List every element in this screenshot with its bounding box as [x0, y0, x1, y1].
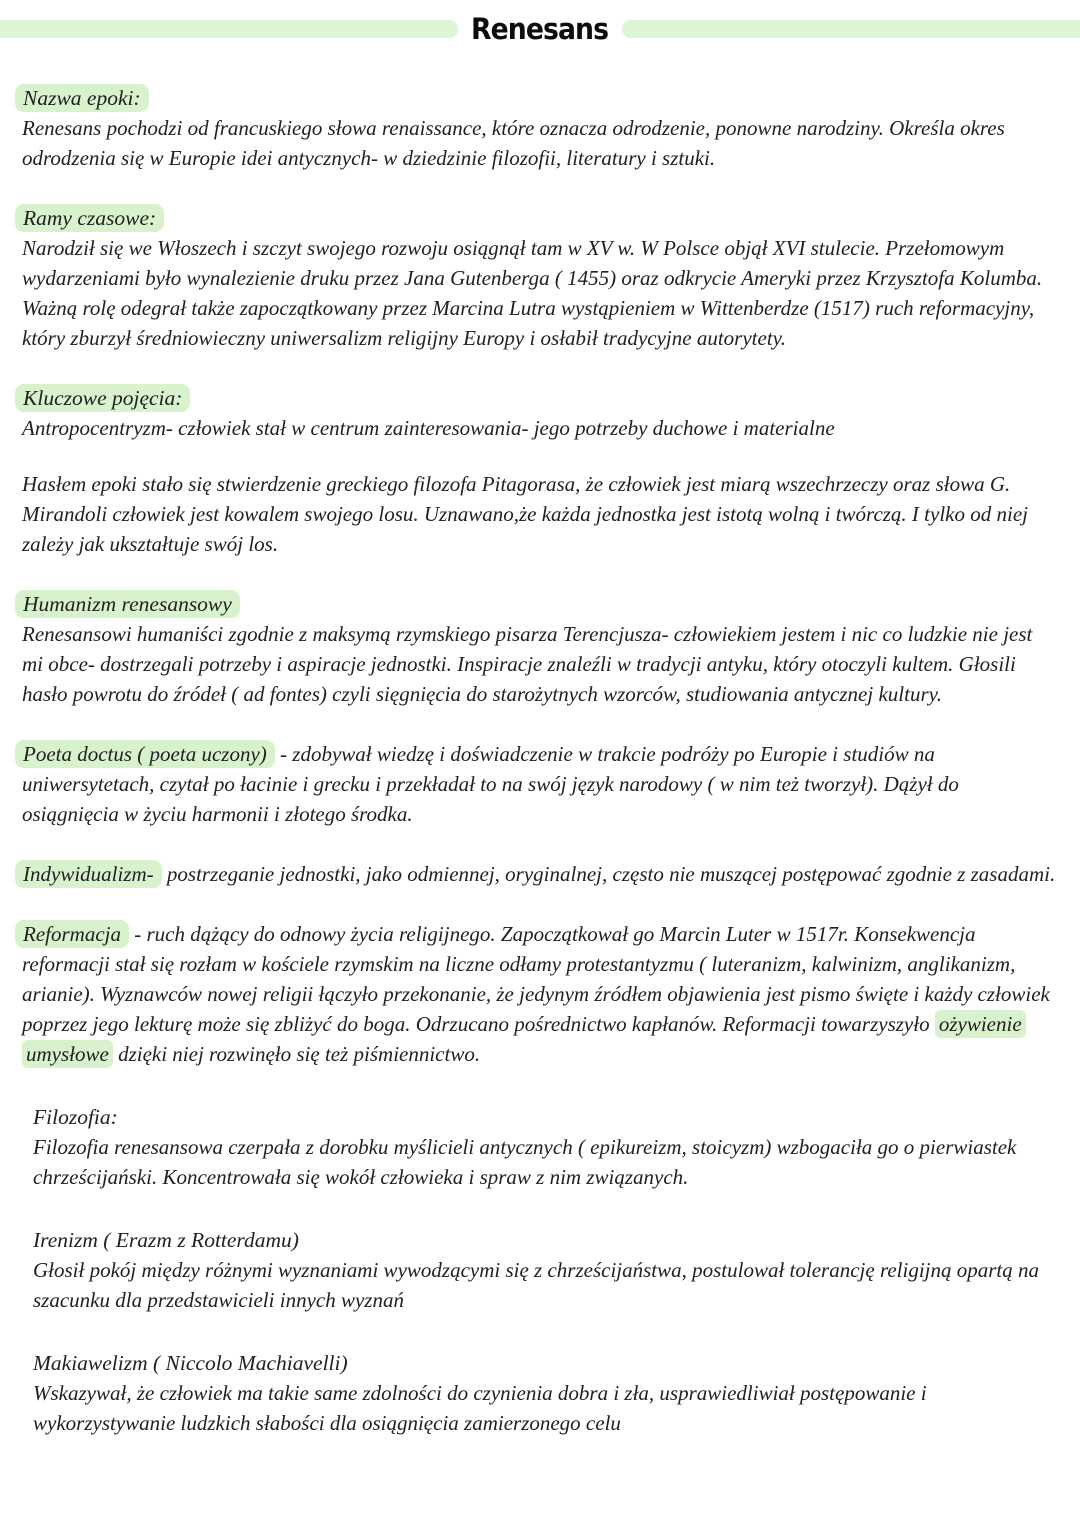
section [22, 203, 1056, 353]
page-title: Renesans [471, 12, 609, 46]
highlight-segment: Poeta doctus ( poeta uczony) [15, 740, 275, 768]
paragraph [22, 919, 1056, 1069]
section [22, 589, 1056, 709]
section-heading: Irenizm ( Erazm z Rotterdamu) [33, 1228, 299, 1252]
text-segment: dzięki niej rozwinęło się też piśmiennictwo. [112, 1042, 481, 1066]
heading-highlight: Humanizm renesansowy [15, 590, 240, 618]
section-heading: Filozofia: [33, 1105, 118, 1129]
title-highlight-bar-right [622, 20, 1080, 38]
text-segment: Głosił pokój między różnymi wyznaniami wywodzącymi się z chrześcijaństwa, postulował tolerancję religijną opartą na szacunku dla przedstawicieli innych wyznań [33, 1258, 1040, 1312]
section [22, 1102, 1056, 1192]
title-bar [0, 0, 1080, 48]
section [22, 1225, 1056, 1315]
paragraph [22, 469, 1056, 559]
notes-content [0, 83, 1080, 1438]
paragraph [33, 1255, 1056, 1315]
text-segment: Renesansowi humaniści zgodnie z maksymą rzymskiego pisarza Terencjusza- człowiekiem jestem i nic co ludzkie nie jest mi obce- dostrzegali potrzeby i aspiracje jednostki. Inspiracje znaleźli w tradycji antyku, który otoczyli kultem. Głosili hasło powrotu do źródeł ( ad fontes) czyli sięgnięcia do starożytnych wzorców, studiowania antycznej kultury. [22, 622, 1033, 706]
paragraph [22, 233, 1056, 353]
section [22, 919, 1056, 1069]
highlight-segment: Reformacja [15, 920, 129, 948]
highlight-segment: ożywienie umysłowe [22, 1010, 1026, 1068]
text-segment: Renesans pochodzi od francuskiego słowa renaissance, które oznacza odrodzenie, ponowne narodziny. Określa okres odrodzenia się w Europie idei antycznych- w dziedzinie filozofii, literatury i sztuki. [22, 116, 1005, 170]
section [22, 383, 1056, 559]
section-heading [22, 589, 1056, 619]
paragraph [22, 739, 1056, 829]
section-heading [22, 383, 1056, 413]
text-segment: Antropocentryzm- człowiek stał w centrum zainteresowania- jego potrzeby duchowe i materialne [22, 416, 835, 440]
heading-highlight: Nazwa epoki: [15, 84, 149, 112]
paragraph [22, 113, 1056, 173]
section-heading [22, 203, 1056, 233]
paragraph [22, 859, 1056, 889]
section-heading: Makiawelizm ( Niccolo Machiavelli) [33, 1351, 348, 1375]
paragraph [22, 619, 1056, 709]
title-highlight-bar-left [0, 20, 458, 38]
paragraph [22, 413, 1056, 443]
text-segment: postrzeganie jednostki, jako odmiennej, oryginalnej, często nie muszącej postępować zgodnie z zasadami. [161, 862, 1056, 886]
heading-highlight: Kluczowe pojęcia: [15, 384, 190, 412]
paragraph [33, 1132, 1056, 1192]
text-segment: Hasłem epoki stało się stwierdzenie greckiego filozofa Pitagorasa, że człowiek jest miarą wszechrzeczy oraz słowa G. Mirandoli człowiek jest kowalem swojego losu. Uznawano,że każda jednostka jest istotą wolną i twórczą. I tylko od niej zależy jak ukształtuje swój los. [22, 472, 1028, 556]
section [22, 859, 1056, 889]
text-segment: Filozofia renesansowa czerpała z dorobku myślicieli antycznych ( epikureizm, stoicyzm) wzbogaciła go o pierwiastek chrześcijański. Koncentrowała się wokół człowieka i spraw z nim związanych. [33, 1135, 1017, 1189]
section [22, 1348, 1056, 1438]
highlight-segment: Indywidualizm- [15, 860, 162, 888]
heading-highlight: Ramy czasowe: [15, 204, 164, 232]
section [22, 739, 1056, 829]
text-segment: - ruch dążący do odnowy życia religijnego. Zapoczątkował go Marcin Luter w 1517r. Konsekwencja reformacji stał się rozłam w kościele rzymskim na liczne odłamy protestantyzmu ( luteranizm, kalwinizm, anglikanizm, arianie). Wyznawców nowej religii łączyło przekonanie, że jedynym źródłem objawienia jest pismo święte i każdy człowiek poprzez jego lekturę może się zbliżyć do boga. Odrzucano pośrednictwo kapłanów. Reformacji towarzyszyło [22, 922, 1050, 1036]
paragraph [33, 1378, 1056, 1438]
text-segment: - zdobywał wiedzę i doświadczenie w trakcie podróży po Europie i studiów na uniwersytetach, czytał po łacinie i grecku i przekładał to na swój język narodowy ( w nim też tworzył). Dążył do osiągnięcia w życiu harmonii i złotego środka. [22, 742, 959, 826]
text-segment: Wskazywał, że człowiek ma takie same zdolności do czynienia dobra i zła, usprawiedliwiał postępowanie i wykorzystywanie ludzkich słabości dla osiągnięcia zamierzonego celu [33, 1381, 927, 1435]
section-heading [22, 83, 1056, 113]
text-segment: Narodził się we Włoszech i szczyt swojego rozwoju osiągnął tam w XV w. W Polsce objął XVI stulecie. Przełomowym wydarzeniami było wynalezienie druku przez Jana Gutenberga ( 1455) oraz odkrycie Ameryki przez Krzysztofa Kolumba. Ważną rolę odegrał także zapoczątkowany przez Marcina Lutra wystąpieniem w Wittenberdze (1517) ruch reformacyjny, który zburzył średniowieczny uniwersalizm religijny Europy i osłabił tradycyjne autorytety. [22, 236, 1043, 350]
section [22, 83, 1056, 173]
